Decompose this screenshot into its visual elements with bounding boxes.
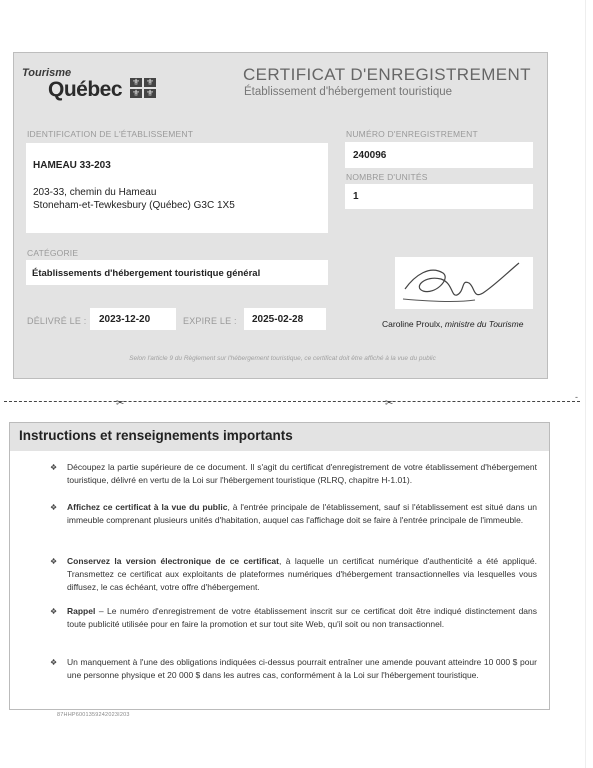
units-value: 1 <box>353 191 359 202</box>
instruction-item: Un manquement à l'une des obligations indiquées ci-dessus pourrait entraîner une amende pouvant atteindre 10 000 $ pour une personne physique et 20 000 $ dans les autres cas, conformément à la Loi sur l'hébergement touristique. <box>67 657 537 680</box>
category-label: CATÉGORIE <box>27 248 79 258</box>
units-label: NOMBRE D'UNITÉS <box>346 172 428 182</box>
certificate-title: CERTIFICAT D'ENREGISTREMENT <box>243 65 531 84</box>
signer <box>382 319 523 329</box>
address-line-1: 203-33, chemin du Hameau <box>33 187 157 198</box>
instruction-item: Découpez la partie supérieure de ce document. Il s'agit du certificat d'enregistrement de votre établissement d'hébergement touristique, délivré en vertu de la Loi sur l'hébergement touristique (RLRQ, chapitre H-1.01). <box>67 462 537 485</box>
identification-label: IDENTIFICATION DE L'ÉTABLISSEMENT <box>27 129 194 139</box>
instructions-title: Instructions et renseignements importants <box>19 428 293 443</box>
instruction-item: Conservez la version électronique de ce certificat, à laquelle un certificat numérique d'authenticité a été appliqué. Transmettez ce certificat aux exploitants de plateformes numériques d'hébergement transactionnelles via lesquelles vous diffusez, le cas échéant, votre offre d'hébergement. <box>67 556 537 592</box>
establishment-address <box>33 186 235 212</box>
signer-name: Caroline Proulx, <box>382 319 443 329</box>
bullet-icon: ❖ <box>50 463 58 472</box>
document-code: 87HHP6001359242023I203 <box>57 712 130 718</box>
category-value: Établissements d'hébergement touristique général <box>32 268 261 279</box>
signature-image <box>395 257 533 309</box>
logo-quebec: Québec <box>48 78 123 101</box>
bullet-icon: ❖ <box>50 607 58 616</box>
expires-label: EXPIRE LE : <box>183 316 237 326</box>
registration-number: 240096 <box>353 150 387 161</box>
scissors-icon: ✂ <box>385 398 394 409</box>
expires-date: 2025-02-28 <box>252 314 304 325</box>
bullet-icon: ❖ <box>50 557 58 566</box>
registration-label: NUMÉRO D'ENREGISTREMENT <box>346 129 478 139</box>
cut-line <box>4 401 580 402</box>
instruction-item: Rappel – Le numéro d'enregistrement de votre établissement inscrit sur ce certificat doit être indiqué distinctement dans toute publicité utilisée pour en faire la promotion et sur tout site Web, qu'il soit ou non transactionnel. <box>67 606 537 629</box>
address-line-2: Stoneham-et-Tewkesbury (Québec) G3C 1X5 <box>33 200 235 211</box>
establishment-name: HAMEAU 33-203 <box>33 160 111 171</box>
signature-box <box>395 257 533 309</box>
display-notice: Selon l'article 9 du Règlement sur l'hébergement touristique, ce certificat doit être affiché à la vue du public <box>129 355 436 362</box>
units-box <box>345 184 533 209</box>
edge-mark: - <box>575 392 578 402</box>
bullet-icon: ❖ <box>50 658 58 667</box>
logo-tourisme: Tourisme <box>22 67 72 79</box>
scissors-icon: ✂ <box>116 398 125 409</box>
page-edge-line <box>585 0 586 768</box>
certificate-subtitle: Établissement d'hébergement touristique <box>244 86 453 98</box>
issued-date: 2023-12-20 <box>99 314 151 325</box>
instruction-item: Affichez ce certificat à la vue du public, à l'entrée principale de l'établissement, sauf si l'établissement est situé dans un immeuble comprenant plusieurs unités d'habitation, auquel cas l'affichage doit se faire à l'entrée principale de l'immeuble. <box>67 502 537 525</box>
bullet-icon: ❖ <box>50 503 58 512</box>
quebec-flag-icon: ⚜ ⚜ ⚜ ⚜ <box>131 77 155 98</box>
signer-title: ministre du Tourisme <box>444 319 524 329</box>
issued-label: DÉLIVRÉ LE : <box>27 316 87 326</box>
